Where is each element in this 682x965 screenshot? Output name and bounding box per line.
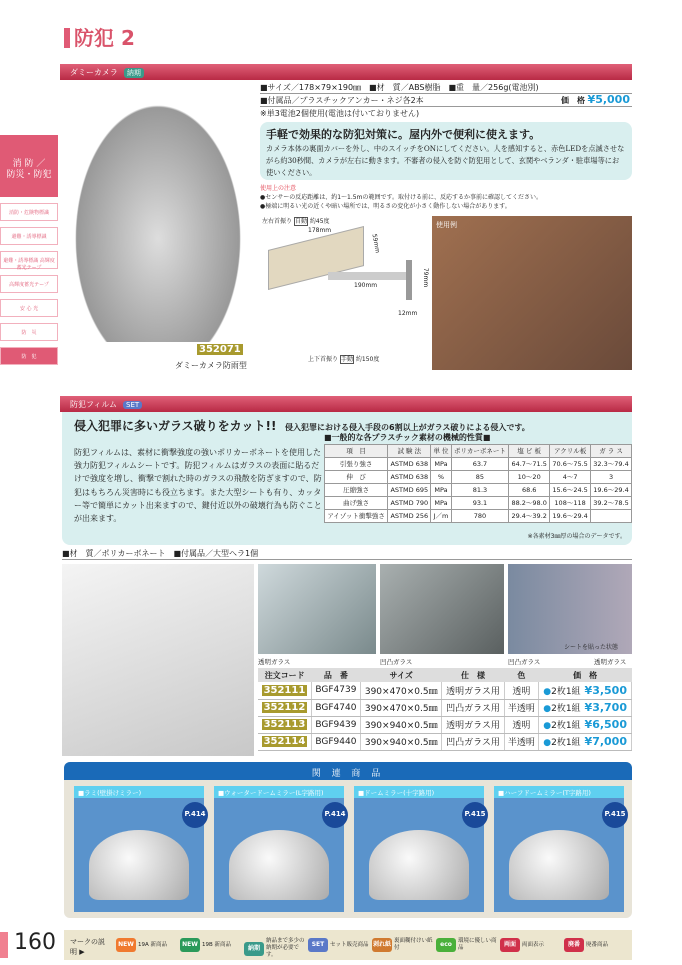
camera-body-drawing: [268, 226, 364, 290]
table-cell: 圧縮強さ: [325, 484, 388, 497]
table-cell: MPa: [431, 484, 451, 497]
legend-text: 環境に優しい商品: [458, 938, 497, 951]
camera-product-image: [62, 84, 254, 342]
related-title: 関 連 商 品: [64, 762, 632, 780]
arm-drawing: [328, 272, 408, 280]
sidebar-category[interactable]: [0, 135, 58, 197]
page-reference-badge[interactable]: P.415: [462, 802, 488, 828]
part-cell: BGF4740: [311, 699, 360, 716]
related-product-label: ■ドームミラー(十字路用): [354, 786, 484, 798]
dim-12: 12mm: [398, 310, 418, 317]
related-product-label: ■ラミ(壁掛けミラー): [74, 786, 204, 798]
price: ¥7,000: [584, 735, 627, 748]
camera-description-box: [260, 122, 632, 180]
related-product-card[interactable]: [74, 786, 204, 912]
photo-caption: 凹凸ガラス: [508, 658, 541, 666]
legend-text: 19B 新商品: [202, 941, 232, 948]
price: ¥3,500: [584, 683, 627, 697]
price-cell: [539, 716, 632, 733]
table-cell: 引張り強さ: [325, 458, 388, 471]
camera-description: カメラ本体の裏面カバーを外し、中のスイッチをONにしてください。人を感知すると、赤色LEDを点滅させながら約30秒間、カメラが左右に動きます。不審者の侵入を防ぐ防犯用として、玄関やベランダ・駐車場等にお使いください。: [266, 144, 625, 177]
column-header: 注文コード: [258, 668, 311, 682]
legend-mark-icon: NEW: [116, 938, 136, 952]
table-cell: MPa: [431, 497, 451, 510]
column-header: アクリル板: [550, 445, 591, 458]
set-badge-icon: SET: [123, 401, 142, 409]
table-cell: ASTMD 638: [388, 471, 431, 484]
sidebar-item[interactable]: 高輝度蓄光テープ: [0, 275, 58, 293]
film-description-box: [62, 412, 632, 545]
legend-text: セット販売商品: [330, 941, 369, 948]
legend-mark-icon: 剥れ紙: [372, 938, 392, 952]
legend-item: [308, 938, 370, 952]
table-cell: 108〜118: [550, 497, 591, 510]
photo-note: シートを貼った状態: [564, 644, 619, 651]
set-quantity: 2枚1組: [551, 738, 581, 748]
caution: [260, 184, 542, 211]
page-title: 防犯 2: [64, 22, 135, 51]
bracket-drawing: [406, 260, 412, 300]
table-cell: ASTMD 638: [388, 458, 431, 471]
page-reference-badge[interactable]: P.415: [602, 802, 628, 828]
section-label: ダミーカメラ: [70, 68, 118, 77]
table-cell: 3: [591, 471, 632, 484]
legend-item: [436, 938, 498, 952]
set-quantity: 2枚1組: [551, 721, 581, 731]
usage-example-label: 使用例: [436, 221, 457, 229]
related-product-card[interactable]: [214, 786, 344, 912]
swing-ud: 上下首振り: [308, 356, 339, 363]
related-products: [64, 762, 632, 918]
size-cell: 390×940×0.5㎜: [360, 716, 441, 733]
delivery-badge-icon: 納期: [124, 68, 144, 78]
sidebar-item[interactable]: 消防・危険物標識: [0, 203, 58, 221]
legend-item: [372, 938, 434, 952]
table-cell: アイゾット衝撃強さ: [325, 510, 388, 523]
photo-caption: 透明ガラス: [594, 658, 627, 666]
table-row: [325, 484, 632, 497]
spec-cell: 凹凸ガラス用: [442, 699, 504, 716]
mirror-image: [229, 830, 329, 900]
legend-item: [500, 938, 562, 952]
legend-mark-icon: eco: [436, 938, 456, 952]
column-header: ポリカーボネート: [451, 445, 509, 458]
table-cell: [591, 510, 632, 523]
table-cell: 4〜7: [550, 471, 591, 484]
deg45: 約45度: [309, 218, 330, 225]
table-cell: 19.6〜29.4: [550, 510, 591, 523]
dim-79: 79mm: [422, 267, 430, 288]
table-row[interactable]: [258, 682, 632, 699]
table-cell: MPa: [431, 458, 451, 471]
film-applied-photo: [508, 564, 632, 654]
table-cell: 曲げ強さ: [325, 497, 388, 510]
price-cell: [539, 733, 632, 750]
size-cell: 390×940×0.5㎜: [360, 733, 441, 750]
table-note: ※各素材3㎜厚の場合のデータです。: [527, 533, 626, 540]
column-header: 試 験 法: [388, 445, 431, 458]
legend-title: マークの説明 ▶: [70, 938, 105, 956]
table-cell: %: [431, 471, 451, 484]
caution-2: ●極端に明るい光の近くや暗い場所では、明るさの変化が小さく動作しない場合があります。: [260, 203, 511, 210]
sidebar-item[interactable]: 防 災: [0, 323, 58, 341]
film-subhead: 侵入犯罪における侵入手段の6割以上がガラス破りによる侵入です。: [285, 423, 530, 432]
part-cell: BGF4739: [311, 682, 360, 699]
film-headline-row: [74, 417, 530, 434]
film-headline: 侵入犯罪に多いガラス破りをカット!!: [74, 419, 277, 433]
column-header: ガ ラ ス: [591, 445, 632, 458]
order-code: 352071: [199, 344, 241, 355]
material-table-title: ■一般的な各プラスチック素材の機械的性質■: [324, 433, 491, 442]
table-row[interactable]: [258, 699, 632, 716]
legend-item: [564, 938, 626, 952]
color-cell: 透明: [504, 682, 539, 699]
table-cell: 85: [451, 471, 509, 484]
order-code-cell: [258, 733, 311, 750]
color-cell: 半透明: [504, 733, 539, 750]
size-cell: 390×470×0.5㎜: [360, 682, 441, 699]
legend-text: 両面表示: [522, 941, 545, 948]
legend-item: [116, 938, 178, 952]
legend-text: 19A 新商品: [138, 941, 168, 948]
order-code-cell: [258, 699, 311, 716]
order-code: 352111: [263, 684, 306, 696]
price-cell: [539, 682, 632, 699]
price-cell: [539, 699, 632, 716]
product-table-header: [258, 668, 632, 682]
color-cell: 半透明: [504, 699, 539, 716]
set-icon: ●: [543, 686, 552, 697]
spec-cell: 透明ガラス用: [442, 682, 504, 699]
caution-1: ●センサーの反応距離は、約1〜1.5mの範囲です。取付ける前に、反応するか事前に確認してください。: [260, 194, 542, 201]
legend-text: 納品まで多少の納期が必要です。: [266, 938, 305, 958]
camera-headline: 手軽で効果的な防犯対策に。屋内外で便利に使えます。: [266, 128, 541, 141]
legend-mark-icon: 納期: [244, 942, 264, 956]
table-cell: 68.6: [509, 484, 550, 497]
spec-cell: 透明ガラス用: [442, 716, 504, 733]
material-table-header: [325, 445, 632, 458]
deg150: 約150度: [355, 356, 380, 363]
table-row: [325, 458, 632, 471]
legend-item: [244, 938, 306, 959]
table-cell: 伸 び: [325, 471, 388, 484]
legend-text: 廃番商品: [586, 941, 609, 948]
table-cell: 39.2〜78.5: [591, 497, 632, 510]
table-cell: 81.3: [451, 484, 509, 497]
film-materials: ■材 質／ポリカーボネート ■付属品／大型ヘラ1個: [62, 548, 632, 560]
order-code-cell: [258, 682, 311, 699]
page-reference-badge[interactable]: P.414: [322, 802, 348, 828]
table-row[interactable]: [258, 733, 632, 750]
table-cell: J／m: [431, 510, 451, 523]
sidebar-item[interactable]: 避難・誘導標識 高輝度蓄光テープ: [0, 251, 58, 269]
column-header: 単 位: [431, 445, 451, 458]
order-code: 352113: [263, 719, 306, 730]
set-quantity: 2枚1組: [551, 704, 581, 714]
table-row: [325, 471, 632, 484]
color-cell: 透明: [504, 716, 539, 733]
mirror-image: [89, 830, 189, 900]
film-sheet-photo: [62, 564, 254, 756]
camera-price: ¥5,000: [587, 93, 630, 106]
part-cell: BGF9439: [311, 716, 360, 733]
sidebar-item[interactable]: 避難・誘導標識: [0, 227, 58, 245]
sidebar-item-active[interactable]: 防 犯: [0, 347, 58, 365]
product-table: [258, 668, 632, 751]
accessories: ■付属品／プラスチックアンカー・ネジ各2本: [260, 96, 424, 105]
table-cell: ASTMD 256: [388, 510, 431, 523]
set-icon: ●: [543, 738, 552, 748]
column-header: 品 番: [311, 668, 360, 682]
column-header: サイズ: [360, 668, 441, 682]
order-code: 352112: [263, 702, 306, 713]
legend-item: [180, 938, 242, 952]
legend-mark-icon: SET: [308, 938, 328, 952]
table-cell: 19.6〜29.4: [591, 484, 632, 497]
swing-lr-label: [262, 216, 330, 225]
dim-178: 178mm: [308, 227, 332, 234]
table-cell: 32.3〜79.4: [591, 458, 632, 471]
related-product-card[interactable]: [494, 786, 624, 912]
material-table: [324, 444, 632, 523]
table-cell: ASTMD 695: [388, 484, 431, 497]
table-row: [325, 510, 632, 523]
camera-spec-1: ■サイズ／178×79×190㎜ ■材 質／ABS樹脂 ■重 量／256g(電池別): [260, 82, 632, 94]
related-product-label: ■ウォータードームミラー(L字路用): [214, 786, 344, 798]
order-code-cell: [258, 716, 311, 733]
clear-glass-photo: [258, 564, 376, 654]
camera-spec-2: [260, 95, 632, 107]
part-cell: BGF9440: [311, 733, 360, 750]
mirror-image: [369, 830, 469, 900]
sidebar-item[interactable]: 安 心 光: [0, 299, 58, 317]
table-cell: 64.7〜71.5: [509, 458, 550, 471]
sidebar-main-line2: 防災・防犯: [6, 170, 52, 180]
section-label: 防犯フィルム: [70, 400, 118, 409]
table-cell: 780: [451, 510, 509, 523]
page-tab-marker: [0, 932, 8, 958]
column-header: 仕 様: [442, 668, 504, 682]
table-cell: 70.6〜75.5: [550, 458, 591, 471]
dim-190: 190mm: [354, 282, 378, 289]
table-cell: 29.4〜39.2: [509, 510, 550, 523]
sidebar-main-line1: 消 防 ／: [12, 159, 46, 169]
table-cell: 93.1: [451, 497, 509, 510]
set-icon: ●: [543, 721, 552, 731]
photo-caption: 凹凸ガラス: [380, 658, 413, 666]
table-cell: 10〜20: [509, 471, 550, 484]
table-cell: ASTMD 790: [388, 497, 431, 510]
column-header: 価 格: [539, 668, 632, 682]
legend-mark-icon: 廃番: [564, 938, 584, 952]
legend-text: 裏面糊付けい紙付: [394, 938, 433, 951]
set-icon: ●: [543, 704, 552, 714]
battery-note: ※単3電池2個使用(電池は付いておりません): [260, 109, 420, 118]
page-number: 160: [14, 930, 56, 955]
order-code: 352114: [263, 736, 306, 747]
table-cell: 88.2〜98.0: [509, 497, 550, 510]
usage-example-photo: [432, 216, 632, 370]
swing-lr: 左右首振り: [262, 218, 293, 225]
film-description: 防犯フィルムは、素材に衝撃強度の強いポリカーボネートを使用した強力防犯フィルムシートです。防犯フィルムはガラスの表面に貼るだけで強度を増し、衝撃で割れた時のガラスの飛散を防ぎますので、防犯はもちろん災害時にも役立ちます。また大型シートも有り、カッター等で簡単にカット出来ますので、鍵付近以外の破壊行為も防ぐことが出来ます。: [74, 448, 322, 524]
column-header: 項 目: [325, 445, 388, 458]
set-quantity: 2枚1組: [551, 686, 581, 697]
column-header: 色: [504, 668, 539, 682]
related-product-label: ■ハーフドームミラー(T字路用): [494, 786, 624, 798]
legend-mark-icon: NEW: [180, 938, 200, 952]
camera-name: ダミーカメラ防雨型: [175, 361, 247, 370]
price-label: 価 格: [561, 96, 585, 105]
table-cell: 15.6〜24.5: [550, 484, 591, 497]
swing-ud-label: [308, 354, 379, 363]
section-bar-camera: [60, 64, 632, 80]
price: ¥3,700: [584, 701, 627, 714]
auto-tag: 自動: [294, 218, 307, 225]
patterned-glass-photo: [380, 564, 504, 654]
section-bar-film: [60, 396, 632, 412]
photo-caption: 透明ガラス: [258, 658, 291, 666]
sidebar: [0, 135, 58, 365]
camera-code-row: [197, 344, 243, 355]
dim-59: 59mm: [370, 233, 381, 254]
mirror-image: [509, 830, 609, 900]
page-reference-badge[interactable]: P.414: [182, 802, 208, 828]
manual-tag: 手動: [340, 356, 353, 363]
size-cell: 390×470×0.5㎜: [360, 699, 441, 716]
table-cell: 63.7: [451, 458, 509, 471]
caution-title: 使用上の注意: [260, 185, 297, 192]
legend-mark-icon: 両面: [500, 938, 520, 952]
table-row: [325, 497, 632, 510]
camera-diagram: [258, 214, 430, 370]
spec-cell: 凹凸ガラス用: [442, 733, 504, 750]
column-header: 塩 ビ 板: [509, 445, 550, 458]
legend-bar: [64, 930, 632, 960]
related-product-card[interactable]: [354, 786, 484, 912]
table-row[interactable]: [258, 716, 632, 733]
price: ¥6,500: [584, 718, 627, 731]
